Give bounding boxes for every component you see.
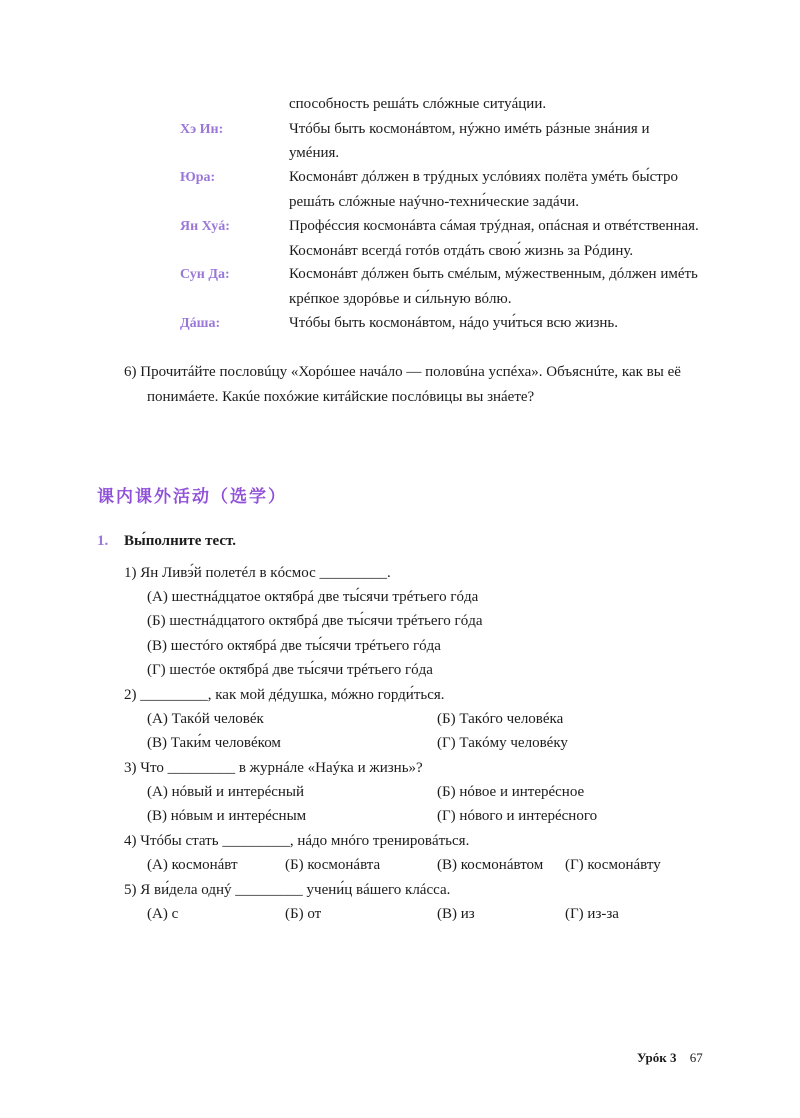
dialogue-line: Космонáвт дóлжен быть смéлым, мýжественным, дóлжен имéть — [289, 266, 698, 282]
dialogue-line: Космонáвт всегдá готóв отдáть свою́ жизнь за Рóдину. — [289, 243, 634, 259]
question-3: 3) Что _________ в журнáле «Наýка и жизнь»? — [124, 760, 423, 776]
q2-option-b: (Б) Такóго человéка — [437, 711, 564, 727]
q1-option-a: (А) шестнáдцатое октябрá две ты́сячи трéтьего гóда — [147, 589, 479, 605]
task1-title: Вы́полните тест. — [124, 533, 236, 549]
speaker-yura: Юра: — [180, 170, 216, 185]
question-4: 4) Чтóбы стать _________, нáдо мнóго тренировáться. — [124, 833, 470, 849]
speaker-sun-da: Сун Да: — [180, 267, 230, 282]
q3-option-d: (Г) нóвого и интерéсного — [437, 808, 598, 824]
task1-heading — [97, 533, 236, 550]
q5-option-a: (А) с — [147, 906, 179, 922]
q4-option-b: (Б) космонáвта — [285, 857, 381, 873]
q4-option-a: (А) космонáвт — [147, 857, 238, 873]
q3-option-b: (Б) нóвое и интерéсное — [437, 784, 585, 800]
speaker-yan-hua: Ян Хуá: — [180, 219, 230, 234]
dialogue-line: Космонáвт дóлжен в трýдных услóвиях полёта умéть бы́стро — [289, 169, 678, 185]
dialogue-line: Профéссия космонáвта сáмая трýдная, опáсная и отвéтственная. — [289, 218, 699, 234]
q5-option-c: (В) из — [437, 906, 475, 922]
task6-line1: 6) Прочитáйте пословúцу «Хорóшее начáло — половúна успéха». Объяснúте, как вы её — [124, 364, 681, 380]
question-2: 2) _________, как мой дéдушка, мóжно горди́ться. — [124, 687, 445, 703]
task6-line2: понимáете. Какúе похóжие китáйские послóвицы вы знáете? — [147, 389, 535, 405]
q2-option-d: (Г) Такóму человéку — [437, 735, 568, 751]
lesson-label: Урóк 3 — [637, 1050, 677, 1065]
page-number: 67 — [689, 1050, 703, 1065]
section-title: 课内课外活动（选学） — [97, 487, 287, 507]
page-footer — [637, 1050, 703, 1066]
dialogue-line: решáть слóжные наýчно-техни́ческие задáчи. — [289, 194, 580, 210]
q5-option-d: (Г) из-за — [565, 906, 619, 922]
q1-option-d: (Г) шестóе октябрá две ты́сячи трéтьего гóда — [147, 662, 433, 678]
q3-option-c: (В) нóвым и интерéсным — [147, 808, 307, 824]
q2-option-a: (А) Такóй человéк — [147, 711, 264, 727]
question-5: 5) Я ви́дела однý _________ учени́ц вáшего клáсса. — [124, 882, 451, 898]
dialogue-line: Чтóбы быть космонáвтом, нáдо учи́ться всю жизнь. — [289, 315, 619, 331]
speaker-dasha: Дáша: — [180, 316, 221, 331]
dialogue-line: крéпкое здорóвье и си́льную вóлю. — [289, 291, 512, 307]
dialogue-continuation: способность решáть слóжные ситуáции. — [289, 96, 547, 112]
q5-option-b: (Б) от — [285, 906, 322, 922]
speaker-he-in: Хэ Ин: — [180, 122, 224, 137]
q1-option-b: (Б) шестнáдцатого октябрá две ты́сячи трéтьего гóда — [147, 613, 483, 629]
q3-option-a: (А) нóвый и интерéсный — [147, 784, 305, 800]
task1-number: 1. — [97, 533, 109, 549]
q1-option-c: (В) шестóго октябрá две ты́сячи трéтьего гóда — [147, 638, 441, 654]
q2-option-c: (В) Таки́м человéком — [147, 735, 281, 751]
dialogue-line: Чтóбы быть космонáвтом, нýжно имéть рáзные знáния и — [289, 121, 650, 137]
dialogue-line: умéния. — [289, 145, 340, 161]
q4-option-d: (Г) космонáвту — [565, 857, 661, 873]
q4-option-c: (В) космонáвтом — [437, 857, 544, 873]
question-1: 1) Ян Ливэ́й полетéл в кóсмос _________. — [124, 565, 391, 581]
